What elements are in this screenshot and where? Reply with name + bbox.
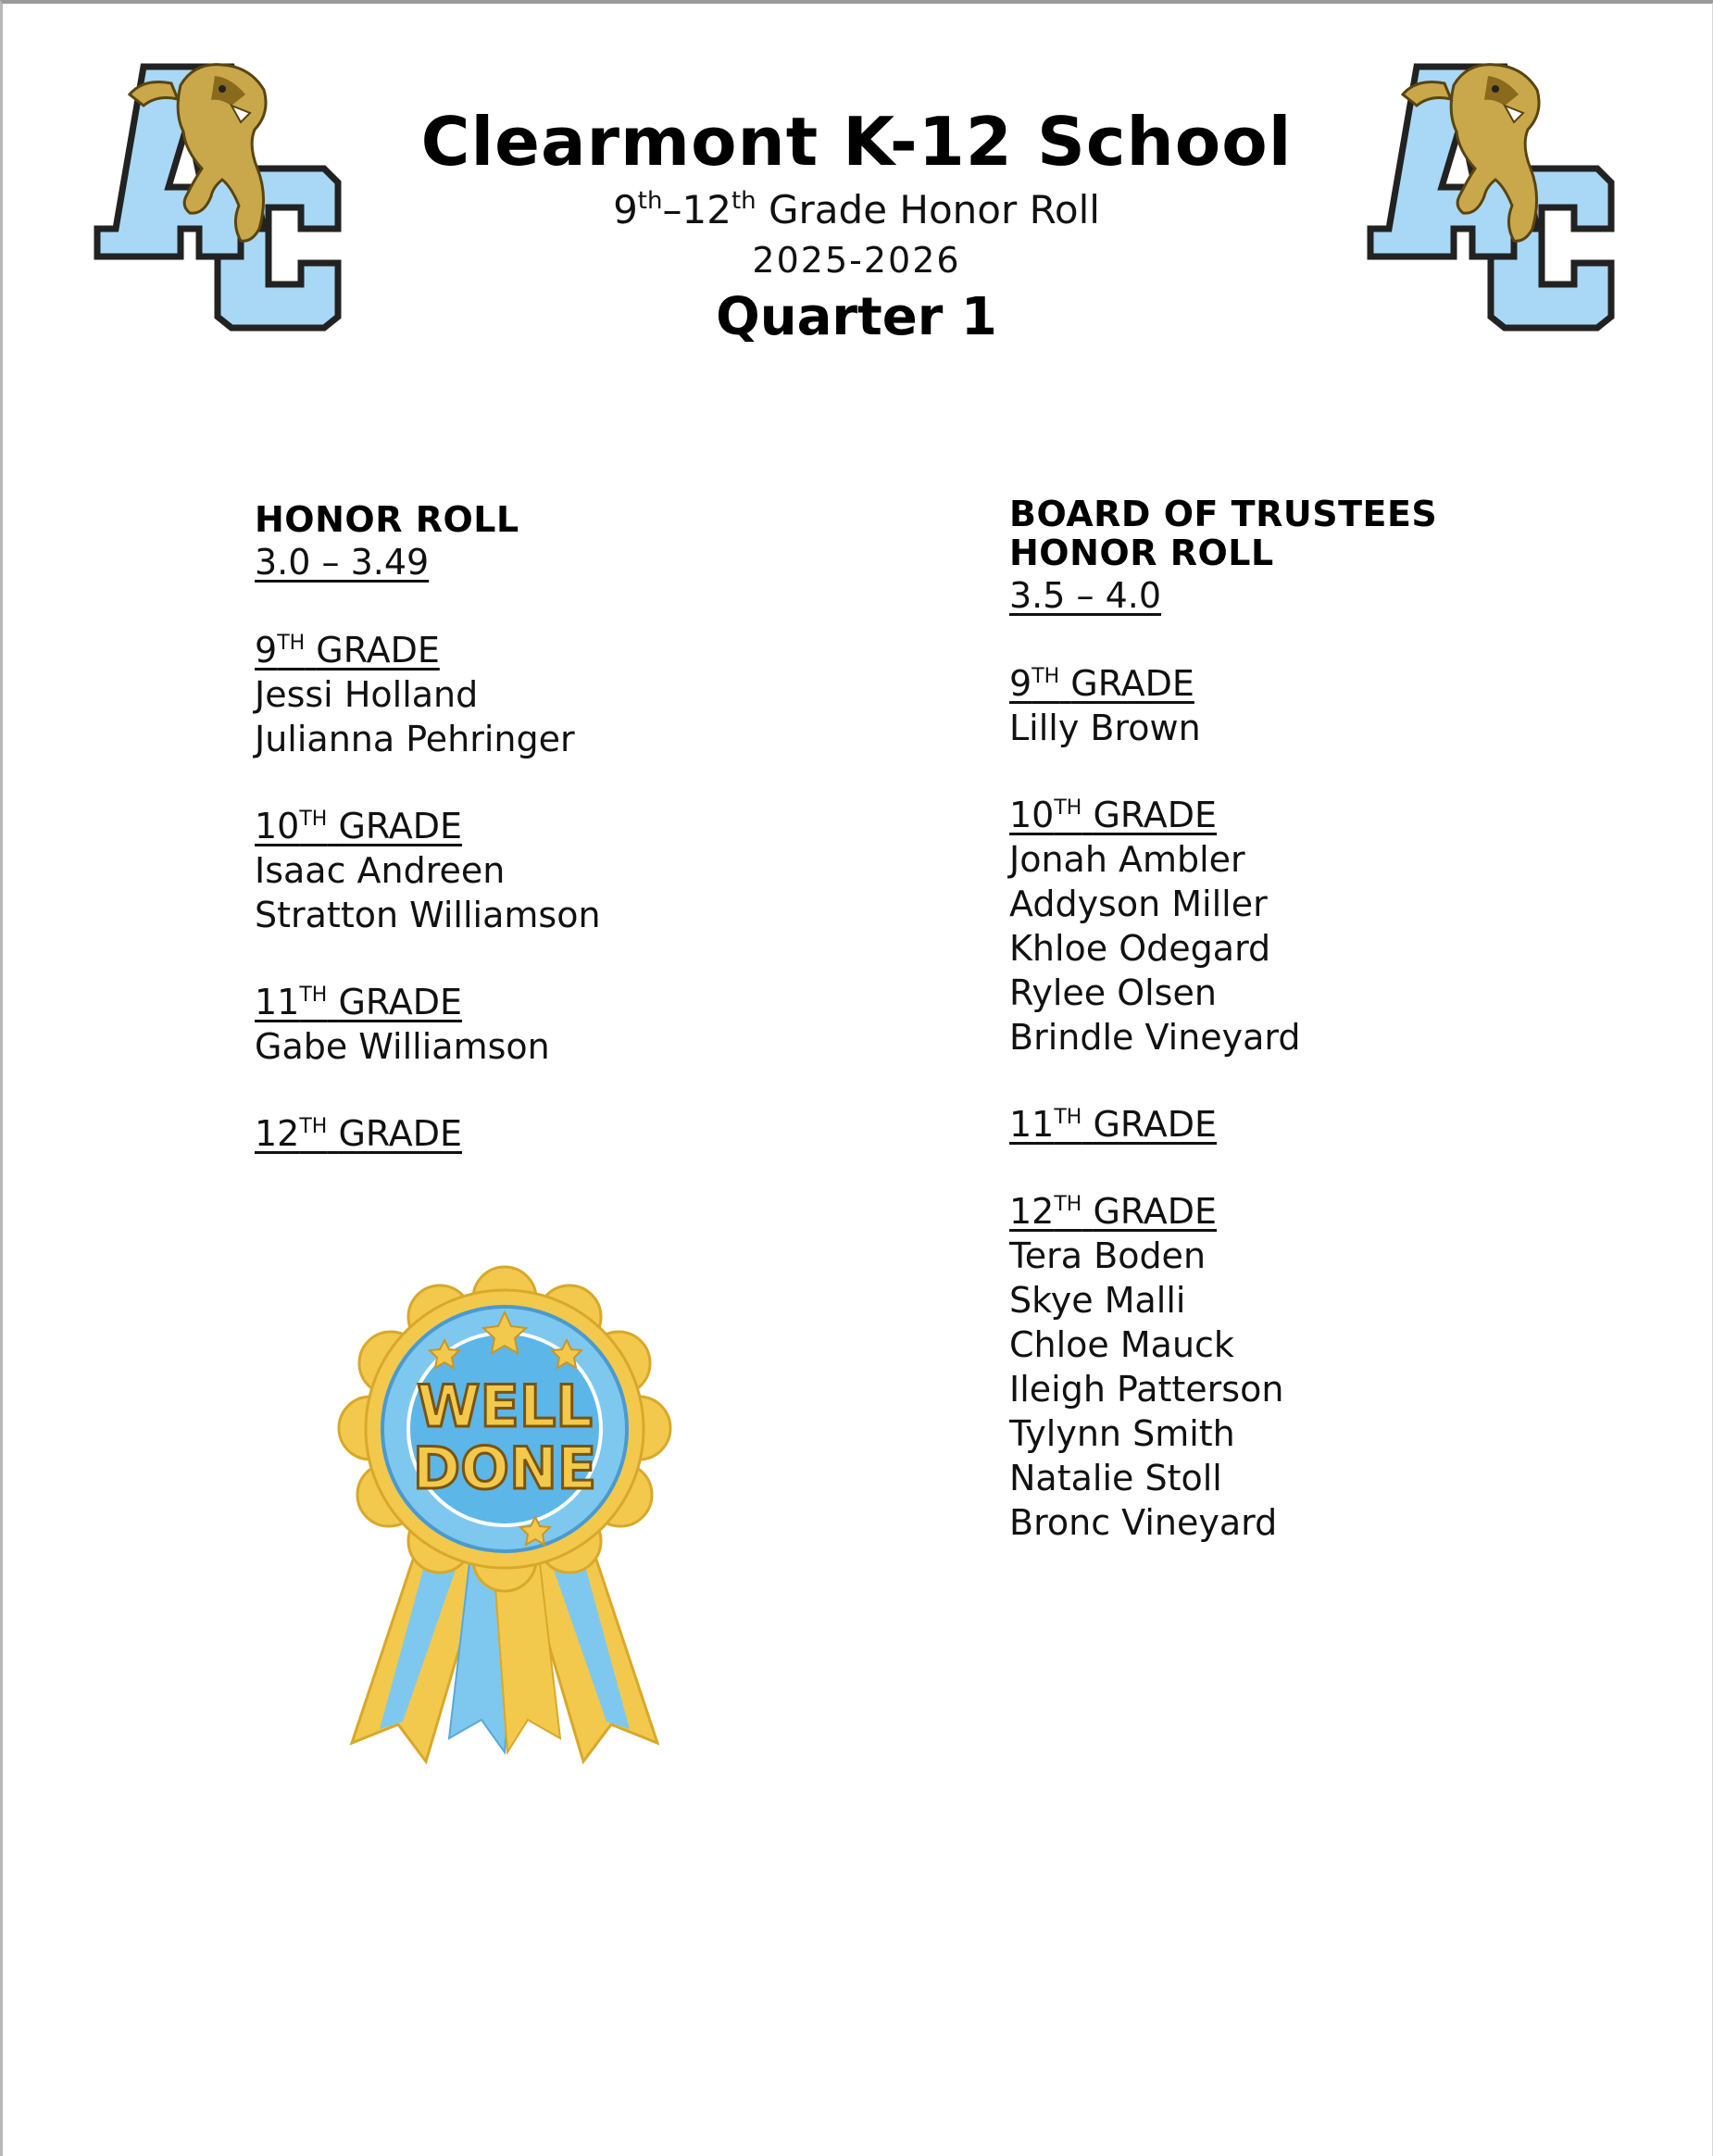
grade-heading: 10TH GRADE bbox=[255, 806, 463, 846]
gpa-range: 3.0 – 3.49 bbox=[255, 542, 430, 583]
student-name: Gabe Williamson bbox=[255, 1026, 550, 1067]
school-year: 2025-2026 bbox=[752, 240, 961, 281]
grade-block bbox=[255, 980, 903, 1069]
student-name: Isaac Andreen bbox=[255, 850, 506, 891]
gpa-range: 3.5 – 4.0 bbox=[1009, 575, 1162, 616]
badge-text-line2: DONE bbox=[412, 1435, 597, 1502]
grade-heading: 12TH GRADE bbox=[255, 1113, 463, 1154]
column-heading: BOARD OF TRUSTEES bbox=[1009, 494, 1438, 534]
grade-heading: 10TH GRADE bbox=[1009, 795, 1218, 835]
grade-block bbox=[1009, 1189, 1676, 1545]
student-name: Bronc Vineyard bbox=[1009, 1502, 1278, 1543]
student-name: Julianna Pehringer bbox=[255, 719, 575, 759]
student-name: Rylee Olsen bbox=[1009, 972, 1217, 1013]
student-name: Jonah Ambler bbox=[1009, 839, 1245, 880]
grade-block bbox=[1009, 1102, 1676, 1147]
grade-block bbox=[255, 1111, 903, 1156]
document-header bbox=[0, 97, 1713, 351]
student-name: Skye Malli bbox=[1009, 1280, 1186, 1321]
school-title: Clearmont K-12 School bbox=[420, 103, 1293, 181]
student-name: Addyson Miller bbox=[1009, 884, 1268, 924]
well-done-ribbon-icon bbox=[324, 1261, 685, 1766]
badge-text-line1: WELL bbox=[417, 1373, 593, 1440]
student-name: Ileigh Patterson bbox=[1009, 1369, 1284, 1410]
grade-list bbox=[255, 628, 903, 1156]
column-heading: HONOR ROLL bbox=[255, 499, 519, 540]
board-of-trustees-column bbox=[1009, 495, 1676, 1587]
honor-roll-column bbox=[255, 500, 903, 1198]
student-name: Khloe Odegard bbox=[1009, 928, 1271, 969]
student-name: Tera Boden bbox=[1009, 1235, 1207, 1276]
grade-block bbox=[255, 628, 903, 761]
student-name: Lilly Brown bbox=[1009, 708, 1201, 748]
grade-block bbox=[255, 804, 903, 937]
grade-block bbox=[1009, 661, 1676, 750]
grade-heading: 12TH GRADE bbox=[1009, 1191, 1218, 1232]
student-name: Stratton Williamson bbox=[255, 895, 601, 935]
grade-heading: 11TH GRADE bbox=[255, 982, 463, 1022]
column-heading: HONOR ROLL bbox=[1009, 533, 1274, 573]
grade-range-title: 9th–12th Grade Honor Roll bbox=[613, 187, 1100, 232]
grade-heading: 9TH GRADE bbox=[1009, 663, 1194, 704]
student-name: Tylynn Smith bbox=[1009, 1413, 1235, 1454]
student-name: Brindle Vineyard bbox=[1009, 1017, 1301, 1058]
student-name: Chloe Mauck bbox=[1009, 1324, 1234, 1365]
quarter-title: Quarter 1 bbox=[716, 287, 997, 347]
grade-heading: 9TH GRADE bbox=[255, 630, 440, 671]
grade-heading: 11TH GRADE bbox=[1009, 1104, 1218, 1145]
grade-block bbox=[1009, 793, 1676, 1059]
student-name: Jessi Holland bbox=[255, 674, 479, 715]
student-name: Natalie Stoll bbox=[1009, 1458, 1222, 1498]
grade-list bbox=[1009, 661, 1676, 1545]
